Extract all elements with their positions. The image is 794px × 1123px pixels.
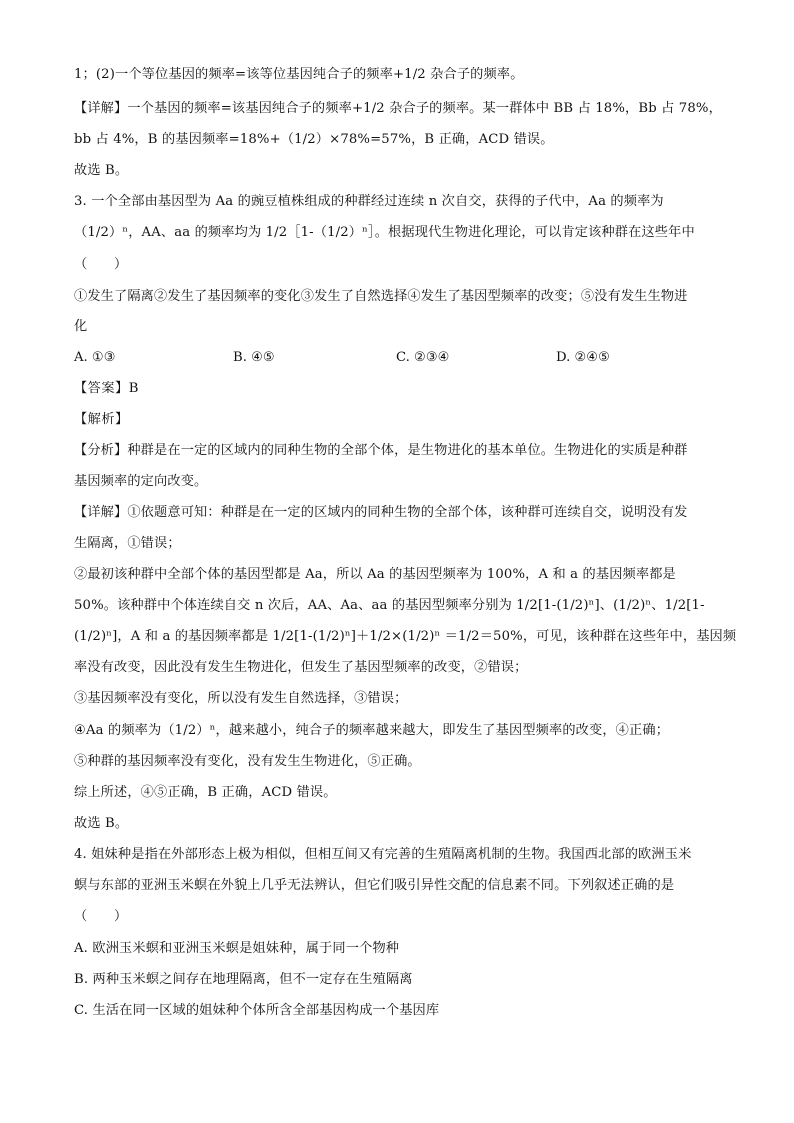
text-line: 【详解】一个基因的频率=该基因纯合子的频率+1/2 杂合子的频率。某一群体中 BB 占 18%，Bb 占 78%，	[74, 101, 722, 116]
question-3-option-c: C. ②③④	[396, 350, 450, 365]
question-4-option-a: A. 欧洲玉米螟和亚洲玉米螟是姐妹种，属于同一个物种	[74, 941, 400, 956]
question-3-blank: （ ）	[74, 257, 128, 272]
question-3-option-b: B. ④⑤	[233, 350, 275, 365]
question-3-statements: ①发生了隔离②发生了基因频率的变化③发生了自然选择④发生了基因型频率的改变；⑤没有发生生物进	[74, 289, 688, 304]
text-line: 基因频率的定向改变。	[74, 474, 208, 489]
question-4-blank: （ ）	[74, 909, 128, 924]
text-line: 生隔离，①错误；	[74, 536, 181, 551]
text-line: ④Aa 的频率为（1/2）ⁿ，越来越小，纯合子的频率越来越大，即发生了基因型频率的改变，④正确；	[74, 723, 670, 738]
text-line: 【分析】种群是在一定的区域内的同种生物的全部个体，是生物进化的基本单位。生物进化的实质是种群	[74, 443, 688, 458]
text-line: bb 占 4%，B 的基因频率=18%+（1/2）×78%=57%，B 正确，ACD 错误。	[74, 132, 554, 147]
text-line: 50%。该种群中个体连续自交 n 次后，AA、Aa、aa 的基因型频率分别为 1/2[1-(1/2)ⁿ]、(1/2)ⁿ、1/2[1-	[74, 598, 705, 613]
question-4-stem: 4. 姐妹种是指在外部形态上极为相似，但相互间又有完善的生殖隔离机制的生物。我国西北部的欧洲玉米	[74, 847, 692, 862]
question-3-option-d: D. ②④⑤	[556, 350, 610, 365]
question-3-stem: 3. 一个全部由基因型为 Aa 的豌豆植株组成的种群经过连续 n 次自交，获得的子代中，Aa 的频率为	[74, 194, 664, 209]
text-line: 率没有改变，因此没有发生生物进化，但发生了基因型频率的改变，②错误；	[74, 660, 528, 675]
text-line: 综上所述，④⑤正确，B 正确，ACD 错误。	[74, 785, 337, 800]
question-3-option-a: A. ①③	[74, 350, 116, 365]
answer-label: 【答案】B	[74, 381, 139, 396]
analysis-heading: 【解析】	[74, 412, 129, 427]
text-line: ⑤种群的基因频率没有变化，没有发生生物进化，⑤正确。	[74, 754, 421, 769]
question-3-statements: 化	[74, 319, 88, 334]
question-4-stem: 螟与东部的亚洲玉米螟在外貌上几乎无法辨认，但它们吸引异性交配的信息素不同。下列叙述正确的是	[74, 878, 675, 893]
text-line: (1/2)ⁿ]，A 和 a 的基因频率都是 1/2[1-(1/2)ⁿ]＋1/2×(1/2)ⁿ ＝1/2＝50%，可见，该种群在这些年中，基因频	[74, 629, 737, 644]
text-line: 故选 B。	[74, 816, 129, 831]
text-line: ③基因频率没有变化，所以没有发生自然选择，③错误；	[74, 691, 408, 706]
text-line: ②最初该种群中全部个体的基因型都是 Aa，所以 Aa 的基因型频率为 100%，A 和 a 的基因频率都是	[74, 567, 676, 582]
question-4-option-b: B. 两种玉米螟之间存在地理隔离，但不一定存在生殖隔离	[74, 972, 413, 987]
question-4-option-c: C. 生活在同一区域的姐妹种个体所含全部基因构成一个基因库	[74, 1003, 440, 1018]
question-3-stem: （1/2）ⁿ，AA、aa 的频率均为 1/2［1-（1/2）ⁿ］。根据现代生物进化理论，可以肯定该种群在这些年中	[74, 225, 695, 240]
text-line: 故选 B。	[74, 163, 129, 178]
text-line: 1；(2)一个等位基因的频率=该等位基因纯合子的频率+1/2 杂合子的频率。	[74, 67, 524, 82]
text-line: 【详解】①依题意可知：种群是在一定的区域内的同种生物的全部个体，该种群可连续自交，说明没有发	[74, 505, 688, 520]
